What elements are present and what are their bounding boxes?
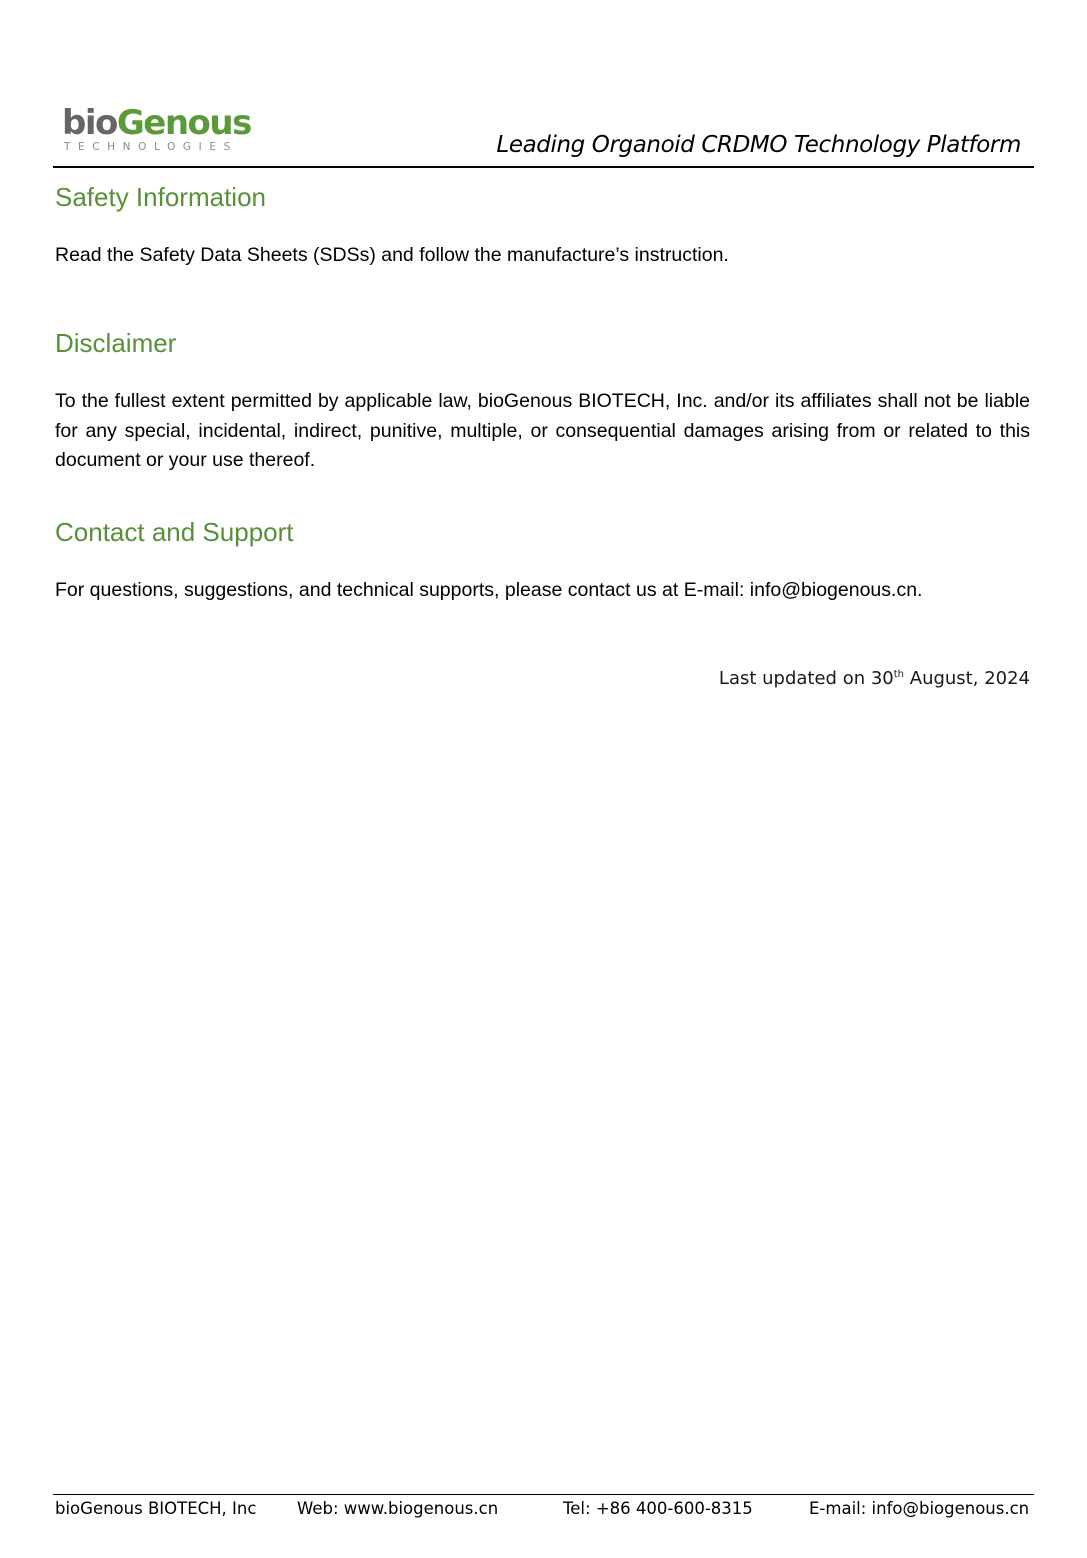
logo-genous-text: Genous xyxy=(116,103,251,143)
footer-email: E-mail: info@biogenous.cn xyxy=(809,1499,1030,1518)
logo-bio-text: bio xyxy=(62,103,117,143)
logo-wordmark xyxy=(62,104,251,142)
last-updated-suffix: August, 2024 xyxy=(904,668,1030,689)
last-updated-ordinal: th xyxy=(893,669,905,680)
logo-subtitle: TECHNOLOGIES xyxy=(64,141,238,153)
footer-tel: Tel: +86 400-600-8315 xyxy=(563,1499,753,1518)
section-title-contact: Contact and Support xyxy=(55,517,294,547)
section-body-disclaimer: To the fullest extent permitted by applicable law, bioGenous BIOTECH, Inc. and/or its affiliates shall not be liable for any special, incidental, indirect, punitive, multiple, or consequential damages arising from or related to this document or your use thereof. xyxy=(55,390,1030,471)
section-body-contact: For questions, suggestions, and technical supports, please contact us at E-mail: info@biogenous.cn. xyxy=(55,579,923,601)
footer-company: bioGenous BIOTECH, Inc xyxy=(55,1499,257,1518)
header-divider xyxy=(53,166,1034,168)
last-updated-date xyxy=(719,666,1030,692)
footer-divider xyxy=(53,1494,1034,1495)
section-title-safety: Safety Information xyxy=(55,182,266,212)
section-body-safety: Read the Safety Data Sheets (SDSs) and follow the manufacture’s instruction. xyxy=(55,244,729,266)
footer-web: Web: www.biogenous.cn xyxy=(297,1499,499,1518)
section-title-disclaimer: Disclaimer xyxy=(55,328,177,358)
header-tagline: Leading Organoid CRDMO Technology Platform xyxy=(496,132,1021,158)
company-logo xyxy=(62,104,262,156)
last-updated-prefix: Last updated on 30 xyxy=(718,668,894,689)
